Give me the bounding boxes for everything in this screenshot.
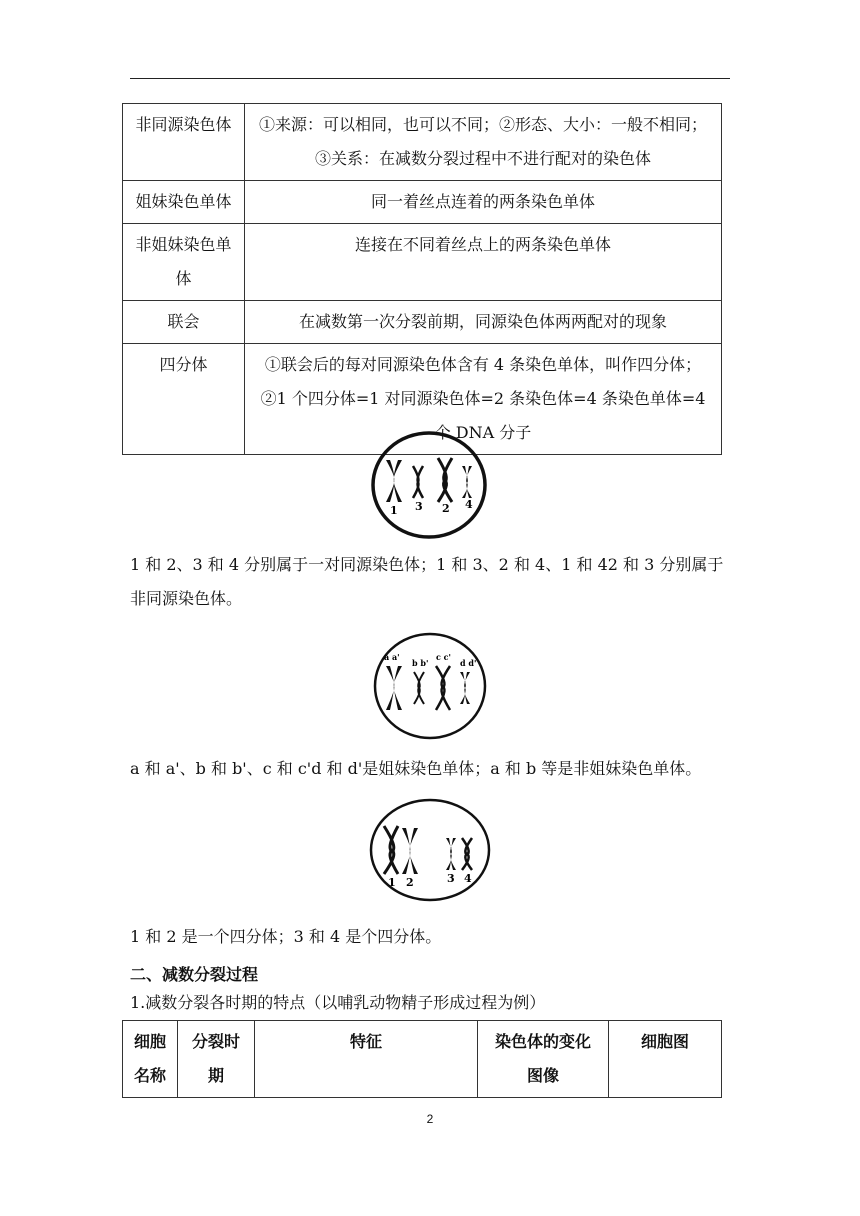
- table-row: [123, 104, 722, 181]
- chromosome-1: [384, 826, 398, 874]
- header-line: 图像: [526, 1066, 559, 1085]
- tetrads-figure: [368, 796, 492, 904]
- chromosome-d: [460, 672, 470, 704]
- chromosome-label: 2: [442, 502, 450, 515]
- description-line: 同一着丝点连着的两条染色单体: [370, 192, 595, 211]
- header-line: 名称: [133, 1066, 166, 1085]
- chromosome-label: 4: [465, 498, 473, 511]
- chromosome-label: 3: [447, 872, 455, 885]
- chromosome-c: [436, 666, 450, 710]
- meiosis-stage-table: [122, 1020, 722, 1098]
- chromatid-label: c c': [436, 652, 451, 662]
- chromosome-label: 3: [415, 500, 423, 513]
- homologous-chromosomes-figure: [368, 428, 490, 543]
- chromosome-4: [462, 466, 472, 498]
- chromosome-2: [402, 828, 418, 874]
- chromosome-label: 2: [406, 876, 414, 889]
- description-cell: [245, 301, 722, 344]
- chromosome-1: [386, 460, 402, 502]
- chromosome-a: [386, 666, 402, 710]
- table-row: [123, 224, 722, 301]
- paragraph-sister-chromatids: a 和 a'、b 和 b'、c 和 c'd 和 d'是姐妹染色单体；a 和 b 等是非姐妹染色单体。: [130, 759, 702, 778]
- description-cell: [245, 224, 722, 301]
- chromatid-label: a a': [384, 652, 400, 662]
- paragraph-tetrads: 1 和 2 是一个四分体；3 和 4 是个四分体。: [130, 927, 442, 946]
- chromosome-4: [462, 838, 472, 870]
- term-cell: 非姐妹染色单体: [123, 224, 245, 301]
- chromosome-label: 1: [388, 876, 396, 889]
- term-cell: 四分体: [123, 344, 245, 455]
- column-header-phase: [178, 1021, 255, 1098]
- column-header-cell-name: [123, 1021, 178, 1098]
- paragraph-homologous: 1 和 2、3 和 4 分别属于一对同源染色体；1 和 3、2 和 4、1 和 42 和 3 分别属于非同源染色体。: [130, 555, 724, 608]
- header-rule: [130, 78, 730, 79]
- header-line: 细胞: [133, 1032, 166, 1051]
- description-line: 连接在不同着丝点上的两条染色单体: [354, 235, 611, 254]
- header-line: 期: [207, 1066, 224, 1085]
- description-line: ①来源：可以相同，也可以不同；②形态、大小：一般不相同；: [258, 115, 707, 134]
- chromatid-label: d d': [460, 658, 477, 668]
- table-row: [123, 181, 722, 224]
- description-cell: [245, 181, 722, 224]
- header-line: 分裂时: [191, 1032, 240, 1051]
- chromosome-label: 1: [390, 504, 398, 517]
- page-number: 2: [426, 1112, 434, 1126]
- definitions-table: [122, 103, 722, 455]
- description-line: ③关系：在减数分裂过程中不进行配对的染色体: [314, 149, 651, 168]
- description-line: ①联会后的每对同源染色体含有 4 条染色单体，叫作四分体；: [264, 355, 702, 374]
- chromosome-b: [414, 672, 424, 704]
- sister-chromatids-figure: [372, 630, 488, 742]
- table-row: [123, 301, 722, 344]
- description-line: 在减数第一次分裂前期，同源染色体两两配对的现象: [298, 312, 667, 331]
- chromosome-3: [413, 466, 423, 498]
- chromosome-2: [438, 458, 452, 502]
- chromatid-label: b b': [412, 658, 429, 668]
- chromosome-3: [446, 838, 456, 870]
- section-heading: 二、减数分裂过程: [130, 965, 259, 984]
- column-header-cell-diagram: [609, 1021, 722, 1098]
- term-cell: 联会: [123, 301, 245, 344]
- description-line: ②1 个四分体=1 对同源染色体=2 条染色体=4 条染色单体=4: [260, 389, 706, 408]
- subheading: 1.减数分裂各时期的特点（以哺乳动物精子形成过程为例）: [130, 993, 546, 1012]
- description-line: 个 DNA 分子: [434, 423, 532, 442]
- chromosome-label: 4: [464, 872, 472, 885]
- term-cell: 姐妹染色单体: [123, 181, 245, 224]
- column-header-chromosome-change: [478, 1021, 609, 1098]
- header-line: 细胞图: [640, 1032, 689, 1051]
- term-cell: 非同源染色体: [123, 104, 245, 181]
- table-header-row: [123, 1021, 722, 1098]
- header-line: 特征: [349, 1032, 382, 1051]
- header-line: 染色体的变化: [494, 1032, 591, 1051]
- description-cell: [245, 104, 722, 181]
- column-header-feature: [255, 1021, 478, 1098]
